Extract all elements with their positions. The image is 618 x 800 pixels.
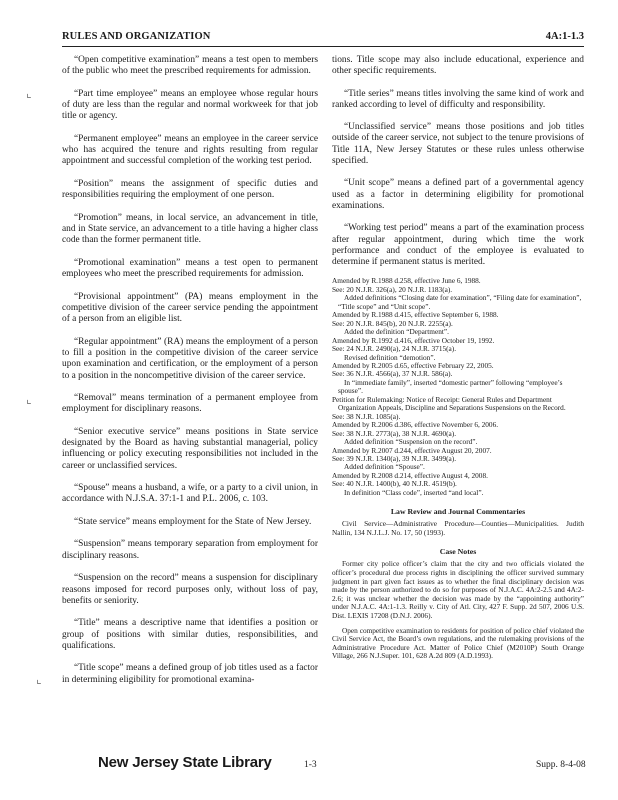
margin-mark: ⌞	[26, 86, 32, 100]
definition-paragraph: “Suspension on the record” means a suspension for disciplinary reasons imposed for record purposes only, without loss of pay, benefits or seniority.	[62, 573, 318, 606]
history-entry: Added the definition “Department”.	[344, 327, 449, 337]
history-entry: Amended by R.2005 d.65, effective February 22, 2005.	[332, 360, 494, 370]
page-number: 1-3	[304, 760, 317, 770]
header-title: RULES AND ORGANIZATION	[62, 31, 211, 42]
definition-paragraph: “Position” means the assignment of specific duties and responsibilities requiring the employment of one person.	[62, 178, 318, 201]
definition-paragraph: “Removal” means termination of a permanent employee from employment for disciplinary reasons.	[62, 393, 318, 415]
definition-paragraph: tions. Title scope may also include educational, experience and other specific requirements.	[332, 55, 584, 77]
right-column	[332, 55, 584, 661]
header-rule	[62, 46, 584, 47]
case-note: Open competitive examination to residents for position of police chief violated the Civil Service Act, the Board’s own regulations, and the rulemaking provisions of the Administrative Procedure Act. Matter of Police Chief (M2010P) South Orange Village, 266 N.J.Super. 101, 628 A.2d 809 (A.D.1993).	[332, 625, 584, 661]
history-entry: In “immediate family”, inserted “domestic partner” following “employee’s spouse”.	[338, 377, 563, 396]
left-column	[62, 55, 318, 697]
definition-paragraph: “Title” means a descriptive name that identifies a position or group of positions with similar duties, responsibilities, and qualifications.	[62, 618, 318, 651]
definition-paragraph: “Part time employee” means an employee whose regular hours of duty are less than the regular and normal workweek for that job title or agency.	[62, 88, 318, 122]
definition-paragraph: “Title series” means titles involving the same kind of work and ranked according to level of difficulty and responsibility.	[332, 88, 584, 110]
law-review-text: Civil Service—Administrative Procedure—Counties—Municipalities. Judith Nallin, 134 N.J.L.J. No. 17, 50 (1993).	[332, 519, 584, 537]
history-entry: Amended by R.1992 d.416, effective October 19, 1992.	[332, 335, 495, 345]
history-entry: Added definition “Suspension on the record”.	[344, 437, 478, 447]
definition-paragraph: “Open competitive examination” means a test open to members of the public who meet the prescribed requirements for admission.	[62, 55, 318, 77]
history-entry: See: 20 N.J.R. 326(a), 20 N.J.R. 1183(a).	[332, 284, 453, 294]
history-entry: See: 38 N.J.R. 2773(a), 38 N.J.R. 4690(a).	[332, 428, 457, 438]
library-stamp: New Jersey State Library	[98, 754, 272, 771]
case-note: Former city police officer’s claim that the city and two officials violated the officer’s procedural due process rights in disciplining the officer survived summary judgment in part given fact issues as to whether the final disciplinary decision was made by the person authorized to do so for purposes of N.J.A.C. 4A:2-2.5 and 4A:2-2.6; it was unclear whether the decision was made by the “appointing authority” under N.J.A.C. 4A:1-1.3. Reilly v. City of Atl. City, 427 F. Supp. 2d 507, 2006 U.S. Dist. LEXIS 17208 (D.N.J. 2006).	[332, 559, 584, 620]
definition-paragraph: “State service” means employment for the State of New Jersey.	[74, 516, 312, 527]
definition-paragraph: “Spouse” means a husband, a wife, or a party to a civil union, in accordance with N.J.S.A. 37:1-1 and P.L. 2006, c. 103.	[62, 483, 318, 505]
history-entry: Added definitions “Closing date for examination”, “Filing date for examination”, “Title scope” and “Unit scope”.	[338, 293, 582, 311]
definition-paragraph: “Promotion” means, in local service, an advancement in title, and in State service, an advancement to a title having a higher class code than the former permanent title.	[62, 212, 318, 246]
running-header	[62, 31, 584, 47]
definition-paragraph: “Permanent employee” means an employee in the career service who has acquired the tenure and rights resulting from regular appointment and successful completion of the working test period.	[62, 133, 318, 167]
history-entry: Amended by R.2006 d.386, effective November 6, 2006.	[332, 420, 499, 430]
definition-paragraph: “Provisional appointment” (PA) means employment in the competitive division of the career service pending the appointment of a person from an eligible list.	[62, 291, 318, 325]
history-entry: See: 39 N.J.R. 1340(a), 39 N.J.R. 3499(a).	[332, 453, 457, 463]
definition-paragraph: “Unclassified service” means those positions and job titles outside of the career service, not subject to the tenure provisions of Title 11A, New Jersey Statutes or these rules unless otherwise specified.	[332, 122, 584, 167]
definition-paragraph: “Suspension” means temporary separation from employment for disciplinary reasons.	[62, 539, 318, 561]
history-entry: See: 40 N.J.R. 1400(b), 40 N.J.R. 4519(b).	[332, 479, 457, 489]
supplement-date: Supp. 8-4-08	[536, 760, 586, 770]
amendment-history	[332, 277, 584, 497]
history-entry: See: 20 N.J.R. 845(b), 20 N.J.R. 2255(a).	[332, 318, 453, 328]
history-entry: Added definition “Spouse”.	[344, 462, 425, 472]
history-entry: In definition “Class code”, inserted “and local”.	[344, 487, 484, 497]
law-review-heading: Law Review and Journal Commentaries	[390, 507, 526, 517]
history-entry: Amended by R.1988 d.258, effective June 6, 1988.	[332, 276, 481, 286]
history-entry: Amended by R.2007 d.244, effective August 20, 2007.	[332, 445, 492, 455]
history-entry: Petition for Rulemaking: Notice of Receipt: General Rules and Department Organization Appeals, Discipline and Separations Suspensions on the Record.	[332, 394, 566, 413]
definition-paragraph: “Title scope” means a defined group of job titles used as a factor in determining eligibility for promotional examina-	[62, 663, 318, 685]
definition-paragraph: “Regular appointment” (RA) means the employment of a person to fill a position in the competitive division of the career service upon examination and certification, or the employment of a person to a position in the noncompetitive division of the career service.	[62, 336, 318, 381]
margin-mark: ⌞	[36, 672, 42, 686]
definition-paragraph: “Senior executive service” means positions in State service designated by the Board as having substantial managerial, policy influencing or policy executing responsibilities not included in the career or unclassified services.	[62, 426, 318, 471]
header-section-number: 4A:1-1.3	[545, 31, 584, 42]
history-entry: Revised definition “demotion”.	[344, 352, 436, 362]
definition-paragraph: “Unit scope” means a defined part of a governmental agency used as a factor in determining eligibility for promotional examinations.	[332, 178, 584, 211]
history-entry: Amended by R.2008 d.214, effective August 4, 2008.	[332, 470, 488, 480]
margin-mark: ⌞	[26, 392, 32, 406]
history-entry: See: 36 N.J.R. 4566(a), 37 N.J.R. 586(a).	[332, 369, 453, 379]
case-notes-heading: Case Notes	[439, 547, 477, 557]
history-entry: See: 24 N.J.R. 2490(a), 24 N.J.R. 3715(a).	[332, 344, 457, 354]
definition-paragraph: “Working test period” means a part of the examination process after regular appointment, during which time the work performance and conduct of the employee is evaluated to determine if permanent status is merited.	[332, 223, 584, 268]
definition-paragraph: “Promotional examination” means a test open to permanent employees who meet the prescribed requirements for admission.	[62, 257, 318, 280]
history-entry: Amended by R.1988 d.415, effective September 6, 1988.	[332, 310, 499, 320]
history-entry: See: 38 N.J.R. 1085(a).	[332, 411, 401, 421]
